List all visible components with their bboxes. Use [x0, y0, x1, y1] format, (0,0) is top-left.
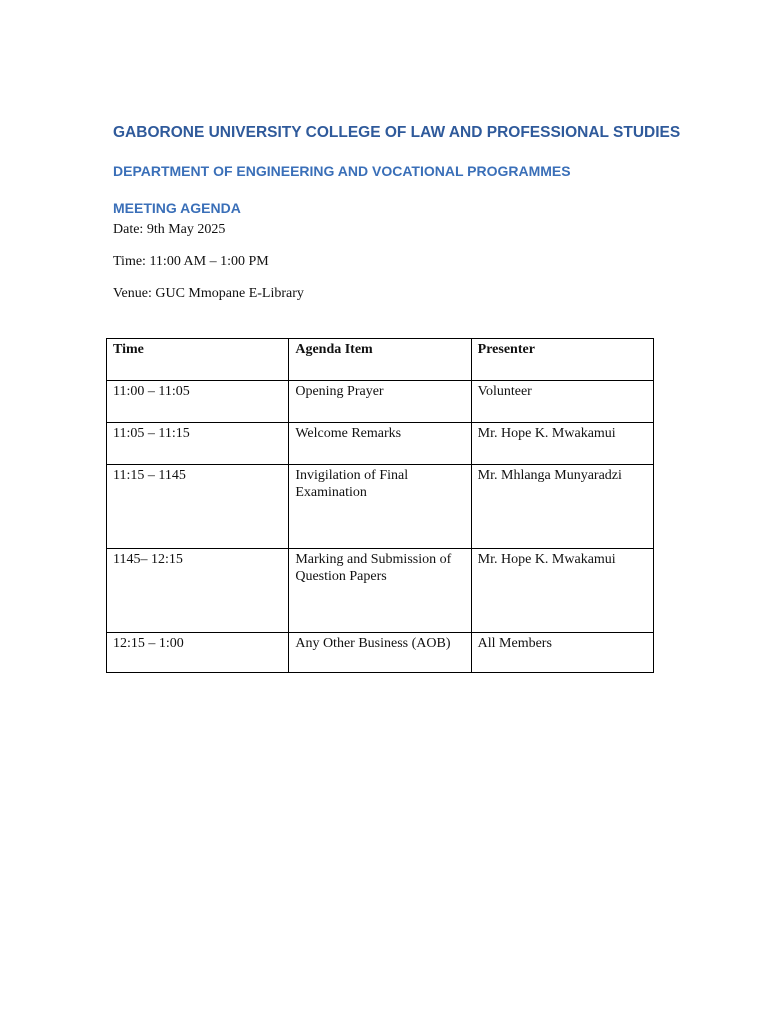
cell-presenter: Volunteer	[471, 381, 653, 423]
cell-time: 1145– 12:15	[107, 549, 289, 633]
cell-time: 12:15 – 1:00	[107, 633, 289, 673]
agenda-title: MEETING AGENDA	[113, 200, 241, 216]
header-agenda-item: Agenda Item	[289, 339, 471, 381]
cell-time: 11:05 – 11:15	[107, 423, 289, 465]
cell-presenter: All Members	[471, 633, 653, 673]
header-presenter: Presenter	[471, 339, 653, 381]
cell-agenda-item: Opening Prayer	[289, 381, 471, 423]
cell-presenter: Mr. Hope K. Mwakamui	[471, 549, 653, 633]
table-row	[107, 633, 654, 673]
table-header-row	[107, 339, 654, 381]
cell-presenter: Mr. Mhlanga Munyaradzi	[471, 465, 653, 549]
table-row	[107, 423, 654, 465]
table-row	[107, 381, 654, 423]
cell-presenter: Mr. Hope K. Mwakamui	[471, 423, 653, 465]
table-row	[107, 465, 654, 549]
header-time: Time	[107, 339, 289, 381]
department-heading: DEPARTMENT OF ENGINEERING AND VOCATIONAL PROGRAMMES	[113, 163, 571, 179]
cell-agenda-item: Invigilation of Final Examination	[289, 465, 471, 549]
university-heading: GABORONE UNIVERSITY COLLEGE OF LAW AND PROFESSIONAL STUDIES	[113, 124, 681, 141]
meeting-venue: Venue: GUC Mmopane E-Library	[113, 286, 304, 301]
cell-agenda-item: Welcome Remarks	[289, 423, 471, 465]
cell-agenda-item: Marking and Submission of Question Papers	[289, 549, 471, 633]
cell-time: 11:15 – 1145	[107, 465, 289, 549]
cell-time: 11:00 – 11:05	[107, 381, 289, 423]
meeting-time: Time: 11:00 AM – 1:00 PM	[113, 254, 269, 269]
meeting-date: Date: 9th May 2025	[113, 222, 226, 237]
table-row	[107, 549, 654, 633]
agenda-table	[106, 338, 654, 673]
cell-agenda-item: Any Other Business (AOB)	[289, 633, 471, 673]
